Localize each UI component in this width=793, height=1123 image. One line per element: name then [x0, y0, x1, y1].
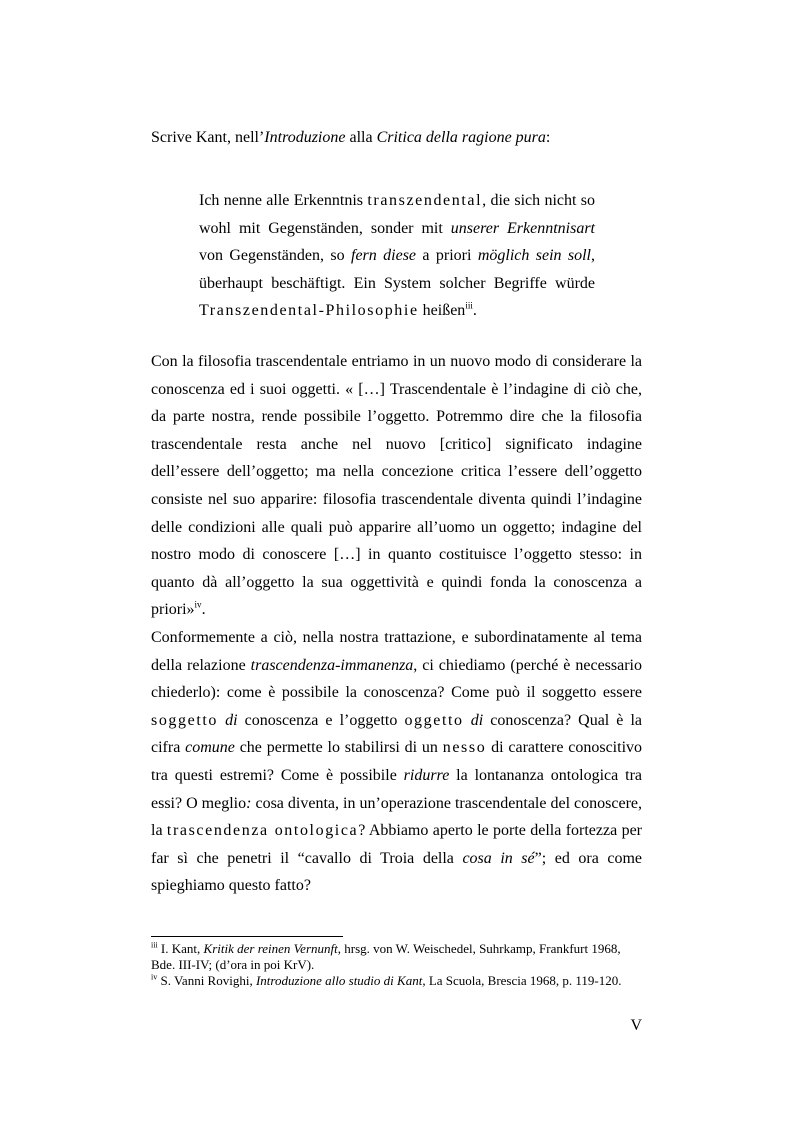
- footnote-iv-text-2: , La Scuola, Brescia 1968, p. 119-120.: [422, 973, 622, 988]
- quote-text-4: a priori: [416, 247, 478, 265]
- quote-spaced-transzendental: transzendental: [367, 192, 483, 209]
- p2-spaced-nesso: nesso: [442, 739, 487, 757]
- p2-text-2: , ci chiediamo (perché è necessario chiederlo): come è possibile la conoscenza? Come può il soggetto essere: [151, 656, 643, 702]
- footnote-mark-iii: iii: [151, 940, 158, 950]
- p2-italic-di-2: di: [470, 711, 484, 729]
- p2-text-1: Conformemente a ciò, nella nostra trattazione, e subordinatamente al tema della relazione: [151, 629, 642, 674]
- intro-text-3: :: [545, 129, 551, 146]
- intro-italic-introduzione: Introduzione: [264, 129, 346, 146]
- paragraph-1: [151, 348, 642, 624]
- p2-spaced-oggetto: oggetto: [404, 711, 464, 729]
- p2-text-5: [464, 712, 471, 729]
- footnote-iii-text-1: I. Kant,: [157, 941, 204, 956]
- footnote-divider: [151, 936, 343, 937]
- intro-paragraph: [151, 128, 642, 148]
- intro-text-2: alla: [345, 129, 377, 146]
- footnote-iv-italic: Introduzione allo studio di Kant: [255, 973, 423, 988]
- p2-text-9: la lontananza ontologica tra essi? O meglio: [151, 766, 642, 812]
- footnote-iv-text-1: S. Vanni Rovighi,: [157, 973, 256, 988]
- footnote-mark-iv: iv: [151, 972, 158, 982]
- footnote-ref-iv[interactable]: iv: [194, 600, 202, 611]
- p2-italic-trascendenza: trascendenza-immanenza: [250, 656, 414, 674]
- quote-italic-moeglich: möglich sein soll: [477, 247, 592, 265]
- quote-text-7: .: [472, 302, 477, 320]
- p2-text-12: ”; ed ora come spieghiamo questo fatto?: [151, 849, 642, 895]
- footnote-iii-text-2: , hrsg. von W. Weischedel, Suhrkamp, Frankfurt 1968, Bde. III-IV; (d’ora in poi KrV).: [151, 941, 621, 972]
- quote-text-5: , überhaupt beschäftigt. Ein System solcher Begriffe würde: [199, 247, 596, 292]
- p2-spaced-trascendenza-ontologica: trascendenza ontologica: [166, 822, 359, 840]
- p2-italic-ridurre: ridurre: [403, 766, 450, 784]
- p2-text-4: conoscenza e l’oggetto: [237, 711, 405, 729]
- p2-text-8: di carattere conoscitivo tra questi estremi? Come è possibile: [151, 739, 643, 784]
- footnotes: [151, 941, 642, 989]
- p2-spaced-soggetto: soggetto: [151, 711, 219, 729]
- quote-italic-fern-diese: fern diese: [351, 247, 417, 265]
- p1-text-2: .: [201, 601, 206, 619]
- p2-text-7: che permette lo stabilirsi di un: [234, 739, 443, 757]
- p2-text-11: ? Abbiamo aperto le porte della fortezza per far sì che penetri il “cavallo di Troia della: [151, 822, 643, 867]
- quote-text-6: heißen: [418, 302, 466, 320]
- footnote-ref-iii[interactable]: iii: [465, 301, 473, 312]
- quote-text-2: , die sich nicht so wohl mit Gegenständen, sonder mit: [199, 192, 595, 237]
- intro-italic-critica: Critica della ragione pura: [376, 129, 546, 146]
- footnote-iii: [151, 941, 642, 973]
- quote-spaced-philosophie: Transzendental-Philosophie: [199, 302, 419, 320]
- p2-italic-di-1: di: [225, 711, 238, 729]
- block-quote: [199, 187, 595, 325]
- paragraph-2: [151, 624, 642, 900]
- page-number: V: [630, 1017, 642, 1034]
- footnote-iv: [151, 973, 642, 989]
- p2-italic-colon: :: [246, 794, 252, 812]
- p2-italic-cosa-in-se: cosa in sé: [462, 849, 535, 867]
- p1-text-1: Con la filosofia trascendentale entriamo in un nuovo modo di considerare la conoscenza ed i suoi oggetti. « […] Trascendentale è l’indagine di ciò che, da parte nostra, rende possibile l’oggetto. Potremmo dire che la filosofia trascendentale resta anche nel nuovo [critico] significato indagine dell’essere dell’oggetto; ma nella concezione critica l’essere dell’oggetto consiste nel suo apparire: filosofia trascendentale diventa quindi l’indagine delle condizioni alle quali può apparire all’uomo un oggetto; indagine del nostro modo di conoscere […] in quanto costituisce l’oggetto stesso: in quanto dà all’oggetto la sua oggettività e quindi fonda la conoscenza a priori»: [151, 353, 642, 619]
- p2-text-10: cosa diventa, in un’operazione trascendentale del conoscere, la: [151, 794, 643, 840]
- p2-italic-comune: comune: [185, 739, 235, 757]
- p2-text-6: conoscenza? Qual è la cifra: [151, 711, 643, 757]
- quote-italic-erkenntnisart: unserer Erkenntnisart: [450, 219, 596, 237]
- intro-text-1: Scrive Kant, nell’: [151, 129, 265, 146]
- footnote-iii-italic: Kritik der reinen Vernunft: [203, 941, 338, 956]
- quote-text-1: Ich nenne alle Erkenntnis: [199, 192, 368, 209]
- quote-text-3: von Gegenständen, so: [199, 247, 351, 265]
